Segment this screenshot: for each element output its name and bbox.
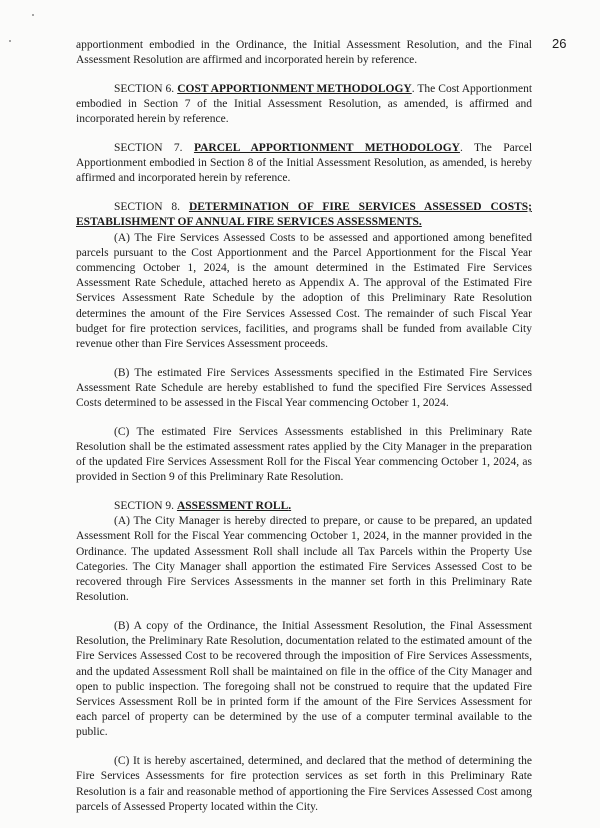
section-8-heading: DETERMINATION OF FIRE SERVICES ASSESSED COSTS; ESTABLISHMENT OF ANNUAL FIRE SERVICES ASSESSMENTS (76, 201, 532, 229)
section-7-heading: PARCEL APPORTIONMENT METHODOLOGY (193, 142, 460, 155)
section-6-number: SECTION 6. (114, 82, 175, 95)
section-8-paragraph-c: (C) The estimated Fire Services Assessments established in this Preliminary Rate Resolution shall be the estimated assessment rates applied by the City Manager in the preparation of the updated Fire Services Assessment Roll for the Fiscal Year commencing October 1, 2024, as provided in Section 9 of this Preliminary Rate Resolution. (76, 425, 532, 484)
section-7-text: . The Parcel Apportionment embodied in Section 8 of the Initial Assessment Resolution, as amended, is hereby affirmed and incorporated herein by reference. (76, 142, 533, 185)
section-7-number: SECTION 7. (114, 142, 183, 155)
section-9-header (76, 499, 532, 514)
scan-speck (32, 14, 34, 16)
intro-paragraph: apportionment embodied in the Ordinance, the Initial Assessment Resolution, and the Final Assessment Resolution are affirmed and incorporated herein by reference. (76, 39, 532, 67)
page-number: 26 (552, 36, 567, 51)
section-9-paragraph-c: (C) It is hereby ascertained, determined, and declared that the method of determining the Fire Services Assessments for fire protection services as set forth in this Preliminary Rate Resolution is a fair and reasonable method of apportioning the Fire Services Assessed Cost among parcels of Assessed Property located within the City. (76, 755, 532, 813)
section-6-heading: COST APPORTIONMENT METHODOLOGY (177, 82, 412, 95)
section-8-number: SECTION 8. (114, 201, 181, 214)
section-8-paragraph-a: (A) The Fire Services Assessed Costs to be assessed and apportioned among benefited parcels pursuant to the Cost Apportionment and the Parcel Apportionment for the Fiscal Year commencing October 1, 2024, is the amount determined in the Estimated Fire Services Assessment Rate Schedule, attached hereto as Appendix A. The approval of the Estimated Fire Services Assessment Rate Schedule by the adoption of this Preliminary Rate Resolution determines the amount of the Fire Services Assessed Cost. The remainder of such Fiscal Year budget for fire protection services, facilities, and programs shall be funded from available City revenue other than Fire Services Assessment proceeds. (76, 231, 532, 350)
section-6-text: . The Cost Apportionment embodied in Section 7 of the Initial Assessment Resolution, as amended, is affirmed and incorporated herein by reference. (76, 82, 533, 126)
section-8-header (76, 200, 532, 230)
section-6 (76, 82, 532, 128)
section-8-heading-period: . (418, 216, 422, 229)
section-9-heading: ASSESSMENT ROLL (176, 500, 289, 513)
section-9-heading-period: . (288, 500, 292, 513)
section-7 (76, 141, 532, 187)
document-body (76, 38, 532, 828)
scan-speck (9, 40, 11, 42)
section-9-paragraph-b: (B) A copy of the Ordinance, the Initial Assessment Resolution, the Final Assessment Resolution, the Preliminary Rate Resolution, documentation related to the estimated amount of the Fire Services Assessed Cost to be recovered through the imposition of Fire Services Assessments, and the updated Assessment Roll shall be maintained on file in the office of the City Manager and open to public inspection. The foregoing shall not be construed to require that the updated Fire Services Assessment Roll be in printed form if the amount of the Fire Services Assessment for each parcel of property can be determined by the use of a computer terminal available to the public. (76, 620, 532, 739)
section-9-number: SECTION 9. (114, 500, 175, 513)
section-8-paragraph-b: (B) The estimated Fire Services Assessments specified in the Estimated Fire Services Assessment Rate Schedule are hereby established to fund the specified Fire Services Assessed Costs determined to be assessed in the Fiscal Year commencing October 1, 2024. (76, 366, 532, 410)
section-9-paragraph-a: (A) The City Manager is hereby directed to prepare, or cause to be prepared, an updated Assessment Roll for the Fiscal Year commencing October 1, 2024, in the manner provided in the Ordinance. The updated Assessment Roll shall include all Tax Parcels within the Property Use Categories. The City Manager shall apportion the estimated Fire Services Assessed Cost to be recovered through Fire Services Assessments in the manner set forth in this Preliminary Rate Resolution. (76, 515, 532, 604)
